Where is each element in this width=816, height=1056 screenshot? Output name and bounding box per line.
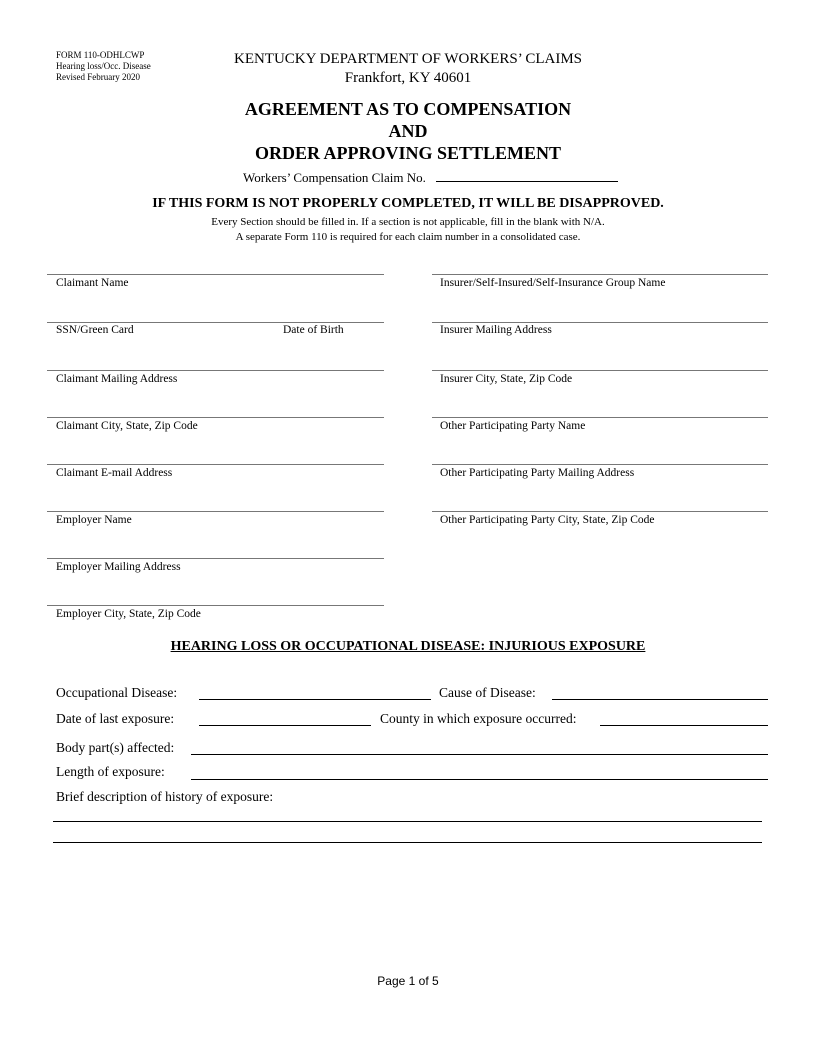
section-heading: HEARING LOSS OR OCCUPATIONAL DISEASE: INJURIOUS EXPOSURE: [170, 639, 646, 654]
field-line[interactable]: [432, 511, 768, 512]
cause-of-disease-field[interactable]: [552, 699, 768, 700]
document-title: [0, 98, 816, 164]
cause-of-disease-label: Cause of Disease:: [439, 685, 536, 700]
history-line-1[interactable]: [53, 821, 762, 822]
instructions: [0, 215, 816, 245]
claimant-name-label: Claimant Name: [56, 277, 129, 289]
form-number: FORM 110-ODHLCWP: [56, 50, 145, 60]
field-line[interactable]: [432, 417, 768, 418]
title-line-1: AGREEMENT AS TO COMPENSATION: [244, 99, 572, 119]
claimant-city-state-zip-label: Claimant City, State, Zip Code: [56, 420, 198, 432]
length-of-exposure-label: Length of exposure:: [56, 764, 165, 779]
field-line[interactable]: [432, 464, 768, 465]
other-party-city-state-zip-label: Other Participating Party City, State, Zip Code: [440, 514, 655, 526]
employer-name-label: Employer Name: [56, 514, 132, 526]
insurer-mailing-address-label: Insurer Mailing Address: [440, 324, 552, 336]
body-parts-field[interactable]: [191, 754, 768, 755]
claimant-mailing-address-label: Claimant Mailing Address: [56, 373, 178, 385]
field-line[interactable]: [432, 322, 768, 323]
completion-warning: IF THIS FORM IS NOT PROPERLY COMPLETED, IT WILL BE DISAPPROVED.: [152, 196, 664, 211]
title-line-2: AND: [388, 121, 428, 141]
page-number: Page 1 of 5: [377, 974, 439, 988]
field-line[interactable]: [47, 511, 384, 512]
field-line[interactable]: [47, 370, 384, 371]
employer-mailing-address-label: Employer Mailing Address: [56, 561, 181, 573]
insurer-name-label: Insurer/Self-Insured/Self-Insurance Group Name: [440, 277, 666, 289]
ssn-label: SSN/Green Card: [56, 324, 134, 336]
claim-number-row: [243, 169, 618, 186]
department-name: KENTUCKY DEPARTMENT OF WORKERS’ CLAIMS: [233, 51, 583, 67]
department-header: [0, 50, 816, 88]
insurer-city-state-zip-label: Insurer City, State, Zip Code: [440, 373, 573, 385]
department-location: Frankfort, KY 40601: [344, 70, 472, 86]
field-line[interactable]: [47, 274, 384, 275]
county-label: County in which exposure occurred:: [380, 711, 577, 726]
employer-city-state-zip-label: Employer City, State, Zip Code: [56, 608, 201, 620]
field-line[interactable]: [47, 464, 384, 465]
date-last-exposure-label: Date of last exposure:: [56, 711, 175, 726]
history-of-exposure-label: Brief description of history of exposure:: [56, 789, 274, 804]
date-last-exposure-field[interactable]: [199, 725, 371, 726]
field-line[interactable]: [47, 417, 384, 418]
date-of-birth-label: Date of Birth: [283, 324, 344, 336]
field-line[interactable]: [47, 605, 384, 606]
county-field[interactable]: [600, 725, 768, 726]
body-parts-label: Body part(s) affected:: [56, 740, 175, 755]
claimant-email-label: Claimant E-mail Address: [56, 467, 173, 479]
field-line[interactable]: [432, 370, 768, 371]
form-revision: Revised February 2020: [56, 72, 140, 82]
claim-number-label: Workers’ Compensation Claim No.: [243, 170, 426, 185]
other-party-mailing-address-label: Other Participating Party Mailing Address: [440, 467, 635, 479]
occupational-disease-field[interactable]: [199, 699, 431, 700]
history-line-2[interactable]: [53, 842, 762, 843]
field-line[interactable]: [47, 558, 384, 559]
length-of-exposure-field[interactable]: [191, 779, 768, 780]
occupational-disease-label: Occupational Disease:: [56, 685, 178, 700]
title-line-3: ORDER APPROVING SETTLEMENT: [254, 143, 562, 163]
field-line[interactable]: [432, 274, 768, 275]
form-type: Hearing loss/Occ. Disease: [56, 61, 151, 71]
instruction-line-2: A separate Form 110 is required for each claim number in a consolidated case.: [235, 231, 581, 243]
field-line[interactable]: [47, 322, 384, 323]
other-party-name-label: Other Participating Party Name: [440, 420, 586, 432]
instruction-line-1: Every Section should be filled in. If a section is not applicable, fill in the blank with N/A.: [211, 216, 605, 228]
claim-number-field[interactable]: [436, 169, 618, 182]
